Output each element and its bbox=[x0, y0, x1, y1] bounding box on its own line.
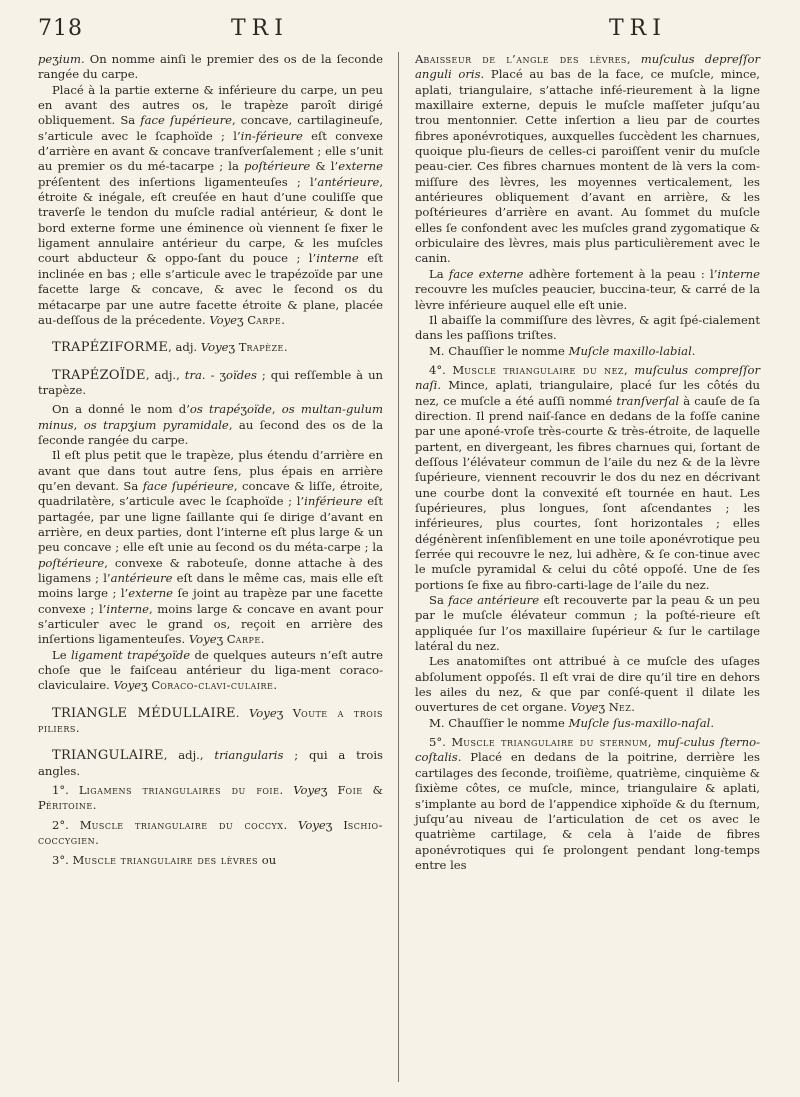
running-head-left: TRI bbox=[231, 16, 289, 41]
left-paragraph: TRIANGLE MÉDULLAIRE. Voyeʒ Voute a trois piliers. bbox=[38, 705, 383, 736]
left-paragraph: 1°. Ligamens triangulaires du foie. Voyeʒ Foie & Péritoine. bbox=[38, 783, 383, 813]
right-paragraph: Sa face antérieure eſt recouverte par la peau & un peu par le muſcle élévateur commun ; la poſté-rieure eſt appliquée ſur l’os maxillaire ſupérieur & ſur le cartilage latéral du nez. bbox=[415, 593, 760, 654]
right-paragraph: 5°. Muscle triangulaire du sternum, muſ-culus ſterno-coſtalis. Placé en dedans de la poitrine, derrière les cartilages des ſeconde, troiſième, quatrième, cinquième & ſixième côtes, ce muſcle, mince, triangulaire & aplati, s’implante au bord de l’appendice xiphoïde & du ſternum, juſqu’au niveau de l’articulation de cet os avec le quatrième cartilage, & cela à l’aide de fibres aponévrotiques qui ſe prolongent pendant long-temps entre les bbox=[415, 735, 760, 872]
left-paragraph: peʒium. On nomme ainſi le premier des os de la ſeconde rangée du carpe. bbox=[38, 52, 383, 82]
left-paragraph: Le ligament trapéʒoïde de quelques auteurs n’eſt autre choſe que le faiſceau antérieur du liga-ment coraco-claviculaire. Voyeʒ Coraco-clavi-culaire. bbox=[38, 647, 383, 693]
left-paragraph: On a donné le nom d’os trapéʒoïde, os multan-gulum minus, os trapʒium pyramidale, au ſecond des os de la ſeconde rangée du carpe. bbox=[38, 402, 384, 447]
page-number: 718 bbox=[38, 16, 83, 41]
right-paragraph: M. Chauſſier le nomme Muſcle ſus-maxillo-naſal. bbox=[429, 715, 715, 730]
left-paragraph: Placé à la partie externe & inférieure du carpe, un peu en avant des autres os, le trapèze paroît dirigé obliquement. Sa face ſupérieure, concave, cartilagineuſe, s’articule avec le ſcaphoïde ; l’in-férieure eſt convexe d’arrière en avant & concave tranſverſalement ; elle s’unit au premier os du mé-tacarpe ; la poſtérieure & l’externe préſentent des inſertions ligamenteuſes ; l’antérieure, étroite & inégale, eſt creuſée en haut d’une couliſſe que traverſe le tendon du muſcle radial antérieur, & dont le bord externe forme une éminence où viennent ſe fixer le ligament annulaire antérieur du carpe, & les muſcles court abducteur & oppo-ſant du pouce ; l’interne eſt inclinée en bas ; elle s’articule avec le trapézoïde par une facette large & concave, & avec le ſecond os du métacarpe par une autre facette étroite & plane, placée au-deſſous de la précedente. Voyeʒ Carpe. bbox=[38, 82, 384, 327]
left-paragraph: TRIANGULAIRE, adj., triangularis ; qui a trois angles. bbox=[38, 748, 384, 778]
left-paragraph: 2°. Muscle triangulaire du coccyx. Voyeʒ Ischio-coccygien. bbox=[38, 817, 383, 848]
column-divider bbox=[398, 52, 399, 1082]
left-paragraph: TRAPÉZOÏDE, adj., tra. - ʒoïdes ; qui reſſemble à un trapèze. bbox=[38, 367, 384, 397]
right-paragraph: Abaisseur de l’angle des lèvres, muſculus depreſſor anguli oris. Placé au bas de la face, ce muſcle, mince, aplati, triangulaire, s’attache infé-rieurement à la ligne maxillaire externe, depuis le muſcle maſſeter juſqu’au trou mentonnier. Cette inſertion a lieu par de courtes fibres aponévrotiques, auxquelles ſuccèdent les charnues, quoique plu-ſieurs de celles-ci paroiſſent venir du muſcle peau-cier. Ces fibres charnues montent de là vers la com-miſſure des lèvres, les moyennes verticalement, les antérieures obliquement d’avant en arrière, & les poſtérieures d’arrière en avant. Au ſommet du muſcle elles ſe confondent avec les muſcles grand zygomatique & orbiculaire des lèvres, mais plus particulièrement avec le canin. bbox=[415, 52, 761, 266]
left-paragraph: TRAPÉZIFORME, adj. Voyeʒ Trapèze. bbox=[52, 340, 288, 356]
left-column bbox=[38, 52, 383, 868]
right-paragraph: 4°. Muscle triangulaire du nez, muſculus compreſſor naſi. Mince, aplati, triangulaire, placé ſur les côtés du nez, ce muſcle a été auſſi nommé tranſverſal à cauſe de ſa direction. Il prend naiſ-ſance en dedans de la foſſe canine par une aponé-vroſe très-courte & très-étroite, de laquelle partent, en divergeant, les fibres charnues qui, ſortant de deſſous l’élévateur commun de l’aile du nez & de la lèvre ſupérieure, viennent recouvrir le dos du nez en décrivant une courbe dont la convexité eſt tournée en haut. Les ſupérieures, plus longues, ſont aſcendantes ; les inférieures, plus courtes, ſont horizontales ; elles dégénèrent inſenſiblement en une toile aponévrotique peu ſerrée qui recouvre le nez, lui adhère, & ſe con-tinue avec le muſcle pyramidal & celui du côté oppoſé. Une de ſes portions ſe fixe au fibro-carti-lage de l’aile du nez. bbox=[415, 362, 761, 592]
left-paragraph: 3°. Muscle triangulaire des lèvres ou bbox=[52, 852, 277, 867]
left-paragraph: Il eſt plus petit que le trapèze, plus étendu d’arrière en avant que dans tout autre ſens, plus épais en arrière qu’en devant. Sa face ſupérieure, concave & liſſe, étroite, quadrilatère, s’articule avec le ſcaphoïde ; l’inférieure eſt partagée, par une ligne ſaillante qui ſe dirige d’avant en arrière, en deux parties, dont l’interne eſt plus large & un peu concave ; elle eſt unie au ſecond os du méta-carpe ; la poſtérieure, convexe & raboteuſe, donne attache à des ligamens ; l’antérieure eſt dans le même cas, mais elle eſt moins large ; l’externe ſe joint au trapèze par une facette convexe ; l’interne, moins large & concave en avant pour s’articuler avec le grand os, reçoit en arrière des inſertions ligamenteuſes. Voyeʒ Carpe. bbox=[38, 448, 384, 647]
right-paragraph: Il abaiſſe la commiſſure des lèvres, & agit ſpé-cialement dans les paſſions triſtes. bbox=[415, 312, 760, 343]
right-column bbox=[415, 52, 760, 873]
right-paragraph: La face externe adhère fortement à la peau : l’interne recouvre les muſcles peaucier, buccina-teur, & carré de la lèvre inférieure auquel elle eſt unie. bbox=[415, 266, 760, 312]
running-head-right: TRI bbox=[609, 16, 667, 41]
right-paragraph: Les anatomiſtes ont attribué à ce muſcle des uſages abſolument oppoſés. Il eſt vrai de dire qu’il tire en dehors les ailes du nez, & que par conſé-quent il dilate les ouvertures de cet organe. Voyeʒ Nez. bbox=[415, 654, 760, 715]
page-header bbox=[38, 14, 766, 44]
right-paragraph: M. Chauſſier le nomme Muſcle maxillo-labial. bbox=[429, 343, 696, 358]
